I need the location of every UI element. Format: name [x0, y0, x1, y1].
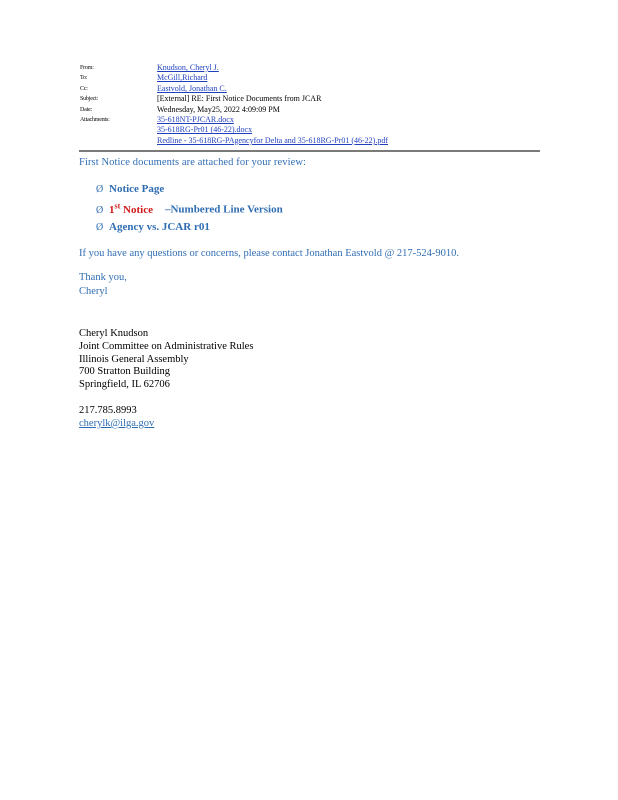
- closing: [79, 271, 539, 299]
- signature-phone: 217.785.8993: [79, 404, 137, 416]
- list-item-label: Agency vs. JCAR r01: [109, 220, 210, 233]
- subject-label: Subject:: [80, 96, 99, 103]
- cc-label: Cc:: [80, 85, 88, 92]
- list-item: [96, 181, 539, 198]
- attachment-link[interactable]: Redline - 35-618RG-PAgencyfor Delta and 35-618RG-Pr01 (46-22).pdf: [157, 135, 388, 145]
- email-body: [79, 157, 539, 299]
- date-label: Date:: [80, 106, 92, 113]
- arrow-bullet-icon: Ø: [96, 184, 104, 195]
- document-list: [96, 181, 539, 236]
- attachment-link[interactable]: 35-618NT-PJCAR.docx: [157, 115, 234, 125]
- header-divider: [79, 150, 540, 152]
- signature-email-link[interactable]: cherylk@ilga.gov: [79, 417, 155, 429]
- arrow-bullet-icon: Ø: [96, 204, 104, 216]
- signature-assembly: Illinois General Assembly: [79, 353, 189, 365]
- list-item-label: –Numbered Line Version: [164, 203, 283, 216]
- date-row: [80, 105, 540, 115]
- email-header: [80, 63, 540, 146]
- list-item-label: Notice Page: [109, 183, 165, 195]
- cc-link[interactable]: Eastvold, Jonathan C.: [157, 83, 227, 93]
- attachments-label: Attachments:: [80, 117, 110, 124]
- to-label: To:: [80, 75, 88, 82]
- signature-org: Joint Committee on Administrative Rules: [79, 340, 254, 352]
- list-item: [96, 198, 539, 219]
- signature-building: 700 Stratton Building: [79, 366, 171, 378]
- closing-name: Cheryl: [79, 285, 108, 297]
- subject-row: [80, 94, 540, 104]
- to-row: [80, 73, 540, 83]
- signature-block: [79, 328, 479, 431]
- from-label: From:: [80, 65, 94, 71]
- signature-name: Cheryl Knudson: [79, 328, 149, 339]
- from-row: [80, 63, 540, 73]
- arrow-bullet-icon: Ø: [96, 221, 104, 233]
- first-notice-highlight: 1st Notice: [109, 201, 153, 216]
- signature-city: Springfield, IL 62706: [79, 379, 170, 391]
- subject-value: [External] RE: First Notice Documents from JCAR: [157, 94, 322, 104]
- closing-thanks: Thank you,: [79, 271, 127, 283]
- attachment-link[interactable]: 35-618RG-Pr01 (46-22).docx: [157, 125, 253, 135]
- from-link[interactable]: Knudson, Cheryl J.: [157, 63, 219, 72]
- cc-row: [80, 84, 540, 94]
- list-item: [96, 219, 539, 236]
- contact-text: If you have any questions or concerns, please contact Jonathan Eastvold @ 217-524-9010.: [79, 247, 459, 259]
- attachments-row: [80, 115, 540, 146]
- to-link[interactable]: McGill,Richard: [157, 73, 208, 83]
- intro-text: First Notice documents are attached for your review:: [79, 157, 307, 168]
- date-value: Wednesday, May25, 2022 4:09:09 PM: [157, 104, 280, 114]
